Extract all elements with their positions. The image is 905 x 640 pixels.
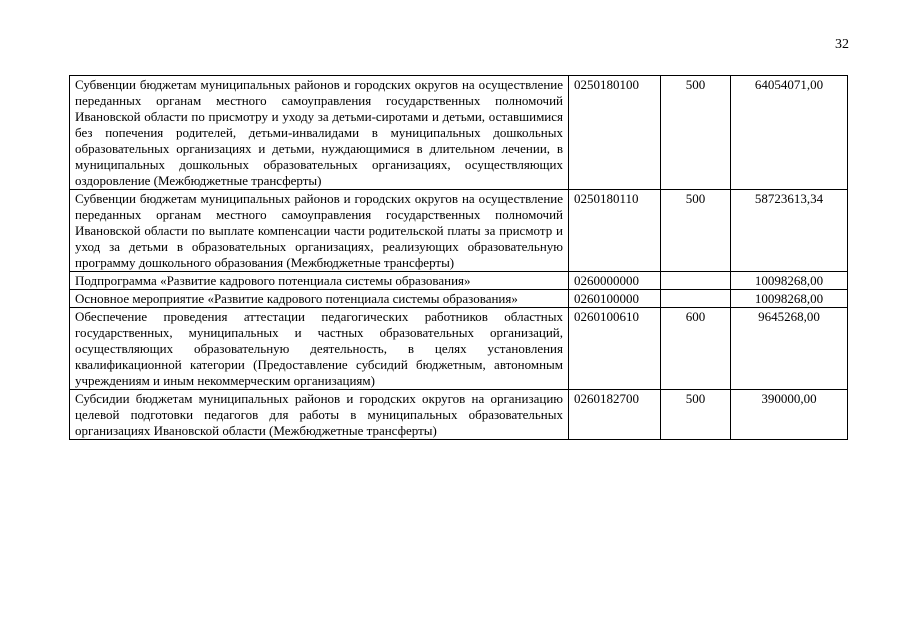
row-code-cell: 0260000000 bbox=[569, 272, 661, 290]
row-name-cell: Субсидии бюджетам муниципальных районов и городских округов на организацию целевой подготовки педагогов для работы в муниципальных образовательных организациях Ивановской области (Межбюджетные трансферты) bbox=[70, 390, 569, 440]
row-code-cell: 0250180100 bbox=[569, 76, 661, 190]
row-name-cell: Подпрограмма «Развитие кадрового потенциала системы образования» bbox=[70, 272, 569, 290]
row-code-cell: 0260100000 bbox=[569, 290, 661, 308]
row-type-cell bbox=[661, 272, 731, 290]
budget-table bbox=[69, 75, 848, 440]
row-type-cell: 500 bbox=[661, 76, 731, 190]
row-type-cell bbox=[661, 290, 731, 308]
row-sum-cell: 9645268,00 bbox=[731, 308, 848, 390]
row-code-cell: 0260182700 bbox=[569, 390, 661, 440]
table-row bbox=[70, 308, 848, 390]
row-type-cell: 600 bbox=[661, 308, 731, 390]
row-code-cell: 0260100610 bbox=[569, 308, 661, 390]
row-type-cell: 500 bbox=[661, 390, 731, 440]
row-name-cell: Субвенции бюджетам муниципальных районов и городских округов на осуществление переданных органам местного самоуправления государственных полномочий Ивановской области по выплате компенсации части родительской платы за присмотр и уход за детьми в образовательных организациях, реализующих образовательную программу дошкольного образования (Межбюджетные трансферты) bbox=[70, 190, 569, 272]
row-type-cell: 500 bbox=[661, 190, 731, 272]
page-number: 32 bbox=[835, 37, 849, 52]
table-row bbox=[70, 190, 848, 272]
row-sum-cell: 390000,00 bbox=[731, 390, 848, 440]
table-row bbox=[70, 76, 848, 190]
row-name-cell: Основное мероприятие «Развитие кадрового потенциала системы образования» bbox=[70, 290, 569, 308]
row-sum-cell: 58723613,34 bbox=[731, 190, 848, 272]
row-name-cell: Субвенции бюджетам муниципальных районов и городских округов на осуществление переданных органам местного самоуправления государственных полномочий Ивановской области по присмотру и уходу за детьми-сиротами и детьми, оставшимися без попечения родителей, детьми-инвалидами в муниципальных дошкольных образовательных организациях и детьми, нуждающимися в длительном лечении, в муниципальных дошкольных образовательных организациях, осуществляющих оздоровление (Межбюджетные трансферты) bbox=[70, 76, 569, 190]
row-sum-cell: 10098268,00 bbox=[731, 290, 848, 308]
row-code-cell: 0250180110 bbox=[569, 190, 661, 272]
row-name-cell: Обеспечение проведения аттестации педагогических работников областных государственных, муниципальных и частных образовательных организаций, осуществляющих образовательную деятельность, в целях установления квалификационной категории (Предоставление субсидий бюджетным, автономным учреждениям и иным некоммерческим организациям) bbox=[70, 308, 569, 390]
table-row bbox=[70, 290, 848, 308]
table-row bbox=[70, 272, 848, 290]
row-sum-cell: 10098268,00 bbox=[731, 272, 848, 290]
table-row bbox=[70, 390, 848, 440]
row-sum-cell: 64054071,00 bbox=[731, 76, 848, 190]
